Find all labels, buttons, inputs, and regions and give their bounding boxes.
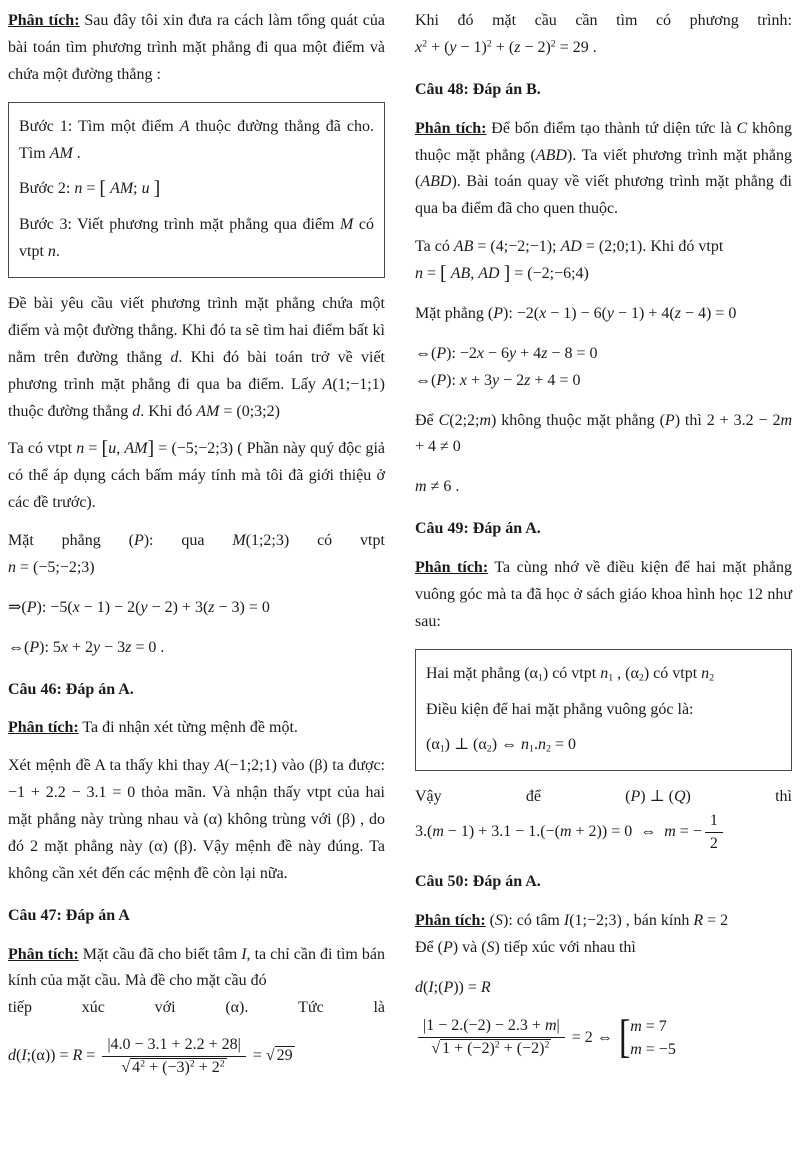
heading-cau-47: Câu 47: Đáp án A [8, 906, 130, 924]
method-box: Bước 1: Tìm một điểm A thuộc đường thẳng đã cho. Tìm AM . Bước 2: n = [ AM; u ] Bước 3: Viết phương trình mặt phẳng qua điểm M có vtpt n. [8, 102, 385, 278]
plane-p-paragraph: Mặt phẳng (P): qua M(1;2;3) có vtpt n = (−5;−2;3) [8, 532, 385, 576]
cau50-distance: d(I;(P)) = R [415, 978, 491, 996]
cau49-solution: Vậy để (P) ⊥ (Q) thì 3.(m − 1) + 3.1 − 1.(−(m + 2)) = 0 ⇔ m = − $\frac{1}{2}$ [415, 788, 792, 853]
implication-line-1: ⇒(P): −5(x − 1) − 2(y − 2) + 3(z − 3) = 0 [8, 598, 270, 616]
heading-cau-49: Câu 49: Đáp án A. [415, 520, 541, 538]
intro-analysis: Phân tích: Sau đây tôi xin đưa ra cách làm tổng quát của bài toán tìm phương trình mặt phẳng đi qua một điểm và chứa một đường thẳng : [8, 12, 386, 83]
cau46-argument: Xét mệnh đề A ta thấy khi thay A(−1;2;1) vào (β) ta được: −1 + 2.2 − 3.1 = 0 thỏa mãn. Và nhận thấy vtpt của hai mặt phẳng này trùng nhau và (α) không trùng với (β) , do đó 2 mặt phẳng này (α) (β). Vậy mệnh đề này đúng. Ta không cần xét đến các mệnh đề còn lại nữa. [8, 757, 386, 882]
cau48-result: m ≠ 6 . [415, 478, 460, 496]
implication-line-2: ⇔(P): 5x + 2y − 3z = 0 . [8, 638, 165, 656]
cau50-final-equation: |1 − 2.(−2) − 2.3 + m| √ $1 + (-2)^2 + (-2)^2$ = 2 ⇔ [ m = 7 m = −5 [415, 1015, 792, 1061]
heading-cau-46: Câu 46: Đáp án A. [8, 680, 134, 698]
cau47-analysis: Phân tích: Mặt cầu đã cho biết tâm I, ta chỉ cần đi tìm bán kính của mặt cầu. Mà đề cho mặt cầu đó tiếp xúc với (α). Tức là [8, 945, 385, 1017]
perpendicular-condition-box: Hai mặt phẳng $(\alpha_1)$ có vtpt $n_1$ , $(\alpha_2)$ có vtpt $n_2$ Điều kiện để hai mặt phẳng vuông góc là: $(\alpha_1)$ ⊥ $(\alpha_2)$ ⇔ $n_1.n_2 = 0$ [415, 649, 792, 772]
heading-cau-48: Câu 48: Đáp án B. [415, 80, 541, 98]
column-left [8, 8, 385, 1149]
cau48-condition: Để C(2;2;m) không thuộc mặt phẳng (P) thì 2 + 3.2 − 2m + 4 ≠ 0 [415, 411, 793, 456]
cau48-analysis: Phân tích: Để bốn điểm tạo thành tứ diện tức là C không thuộc mặt phẳng (ABD). Ta viết phương trình mặt phẳng (ABD). Bài toán quay về viết phương trình mặt phẳng đi qua ba điểm đã cho quen thuộc. [415, 119, 793, 218]
sphere-equation-paragraph: Khi đó mặt cầu cần tìm có phương trình: $x^2 + (y - 1)^2 + (z - 2)^2 = 29$ . [415, 12, 792, 56]
heading-cau-50: Câu 50: Đáp án A. [415, 873, 541, 891]
cau49-analysis: Phân tích: Ta cùng nhớ về điều kiện để hai mặt phẳng vuông góc mà ta đã học ở sách giáo khoa hình học 12 như sau: [415, 559, 793, 630]
cau48-equiv-lines: ⇔(P): −2x − 6y + 4z − 8 = 0 ⇔(P): x + 3y − 2z + 4 = 0 [415, 344, 598, 389]
column-right [415, 8, 792, 1149]
cau47-distance-formula: d(I;(α)) = R = |4.0 − 3.1 + 2.2 + 28| √ $4^2 + (-3)^2 + 2^2$ = √ 29 [8, 1035, 385, 1078]
cau48-plane-equation: Mặt phẳng (P): −2(x − 1) − 6(y − 1) + 4(z − 4) = 0 [415, 304, 737, 322]
solution-paragraph-1: Đề bài yêu cầu viết phương trình mặt phẳng chứa một điểm và một đường thẳng. Khi đó ta sẽ tìm hai điểm bất kì nằm trên đường thẳng d. Khi đó bài toán trở về viết phương trình mặt phẳng đi qua ba điểm. Lấy A(1;−1;1) thuộc đường thẳng d. Khi đó AM = (0;3;2) [8, 295, 386, 420]
cau50-analysis: Phân tích: (S): có tâm I(1;−2;3) , bán kính R = 2 Để (P) và (S) tiếp xúc với nhau thì [415, 912, 729, 956]
cau46-analysis: Phân tích: Ta đi nhận xét từng mệnh đề một. [8, 719, 298, 737]
cau48-vectors: Ta có AB = (4;−2;−1); AD = (2;0;1). Khi đó vtpt n = [ AB, AD ] = (−2;−6;4) [415, 238, 724, 285]
solution-paragraph-2: Ta có vtpt n = [u, AM] = (−5;−2;3) ( Phần này quý độc giả có thể áp dụng cách bấm máy tính mà tôi đã giới thiệu ở các đề trước). [8, 437, 386, 512]
